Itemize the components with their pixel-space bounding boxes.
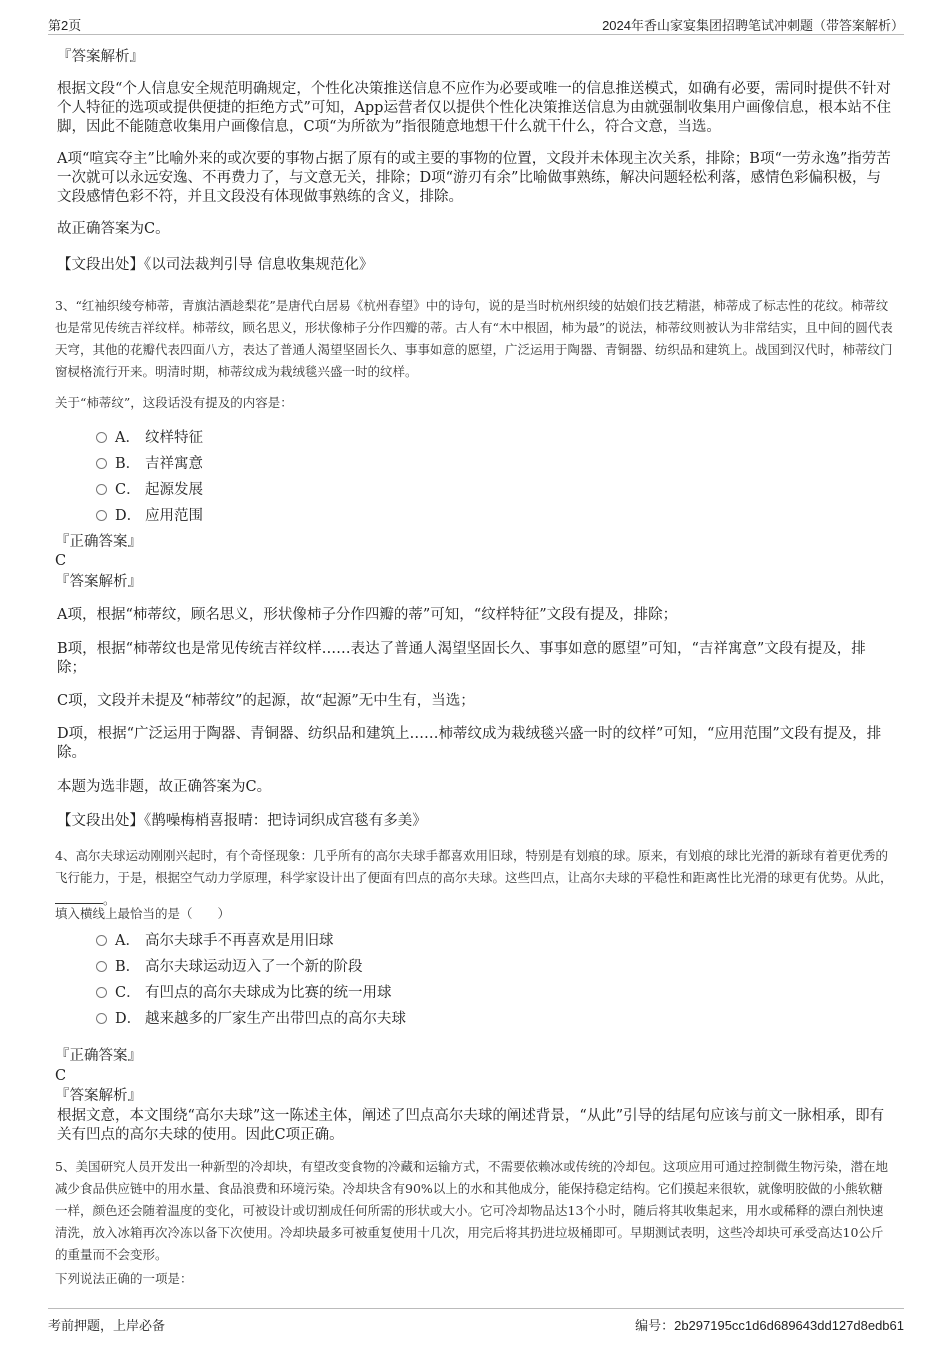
q2-analysis-p2: A项“喧宾夺主”比喻外来的或次要的事物占据了原有的或主要的事物的位置，文段并未体现主次关系，排除；B项“一劳永逸”指劳苦一次就可以永远安逸、不再费力了，与文意无关，排除；D项“游刃有余”比喻做事熟练，解决问题轻松利落，感情色彩偏积极，与文段感情色彩不符，并且文段没有体现做事熟练的含义，排除。 [57, 151, 891, 205]
radio-icon[interactable] [96, 432, 107, 443]
q4-stem: 4、高尔夫球运动刚刚兴起时，有个奇怪现象：几乎所有的高尔夫球手都喜欢用旧球，特别是有划痕的球。原来，有划痕的球比光滑的新球有着更优秀的飞行能力，于是，根据空气动力学原理，科学家设计出了便面有凹点的高尔夫球。这些凹点，让高尔夫球的平稳性和距离性比光滑的球更有优势。从此，。 [55, 848, 893, 907]
q4-option-c[interactable]: C． 有凹点的高尔夫球成为比赛的统一用球 [96, 981, 392, 1003]
q3-option-a[interactable]: A． 纹样特征 [96, 426, 203, 448]
q3-analysis-c: C项，文段并未提及“柿蒂纹”的起源，故“起源”无中生有，当选； [57, 693, 475, 709]
radio-icon[interactable] [96, 961, 107, 972]
q4-option-b[interactable]: B． 高尔夫球运动迈入了一个新的阶段 [96, 955, 363, 977]
q3-analysis-conclusion: 本题为选非题，故正确答案为C。 [57, 779, 272, 795]
q2-analysis-p1: 根据文段“个人信息安全规范明确规定，个性化决策推送信息不应作为必要或唯一的信息推送模式，如确有必要，需同时提供不针对个人特征的选项或提供便捷的拒绝方式”可知，App运营者仅以提供个性化决策推送信息为由就强制收集用户画像信息，根本站不住脚，因此不能随意收集用户画像信息，C项“为所欲为”指很随意地想干什么就干什么，符合文意，当选。 [57, 81, 891, 135]
footer-slogan: 考前押题，上岸必备 [48, 1318, 166, 1333]
radio-icon[interactable] [96, 987, 107, 998]
q4-correct-label: 『正确答案』 [55, 1048, 142, 1064]
radio-icon[interactable] [96, 935, 107, 946]
q3-option-c[interactable]: C． 起源发展 [96, 478, 203, 500]
q3-analysis-label: 『答案解析』 [55, 574, 142, 590]
q5-stem: 5、美国研究人员开发出一种新型的冷却块，有望改变食物的冷藏和运输方式，不需要依赖冰或传统的冷却包。这项应用可通过控制微生物污染，潜在地减少食品供应链中的用水量、食品浪费和环境污染。冷却块含有90%以上的水和其他成分，能保持稳定结构。它们摸起来很软，就像明胶做的小熊软糖一样，颜色还会随着温度的变化，可被设计或切割成任何所需的形状或大小。它可冷却物品达13个小时，随后将其收集起来，用水或稀释的漂白剂快速清洗，放入冰箱再次冷冻以备下次使用。冷却块最多可被重复使用十几次，用完后将其扔进垃圾桶即可。早期测试表明，这些冷却块可承受高达10公斤的重量而不会变形。 [55, 1159, 888, 1262]
q4-question: 填入横线上最恰当的是（ ） [55, 906, 231, 921]
document-title: 2024年香山家宴集团招聘笔试冲刺题（带答案解析） [602, 18, 904, 33]
q5-question: 下列说法正确的一项是： [55, 1271, 193, 1286]
q2-analysis-label: 『答案解析』 [57, 49, 144, 65]
q3-correct-answer: C [55, 553, 67, 569]
page-footer [48, 1308, 904, 1337]
q3-stem: 3、“红袖织绫夸柿蒂，青旗沽酒趁梨花”是唐代白居易《杭州春望》中的诗句，说的是当时杭州织绫的姑娘们技艺精湛，柿蒂成了标志性的花纹。柿蒂纹也是常见传统吉祥纹样。柿蒂纹，顾名思义，形状像柿子分作四瓣的蒂。古人有“木中根固，柿为最”的说法，柿蒂纹则被认为非常结实，且中间的圆代表天穹，其他的花瓣代表四面八方，表达了普通人渴望坚固长久、事事如意的愿望，广泛运用于陶器、青铜器、纺织品和建筑上。战国到汉代时，柿蒂纹门窗棂格流行开来。明清时期，柿蒂纹成为栽绒毯兴盛一时的纹样。 [55, 298, 893, 379]
radio-icon[interactable] [96, 1013, 107, 1024]
radio-icon[interactable] [96, 458, 107, 469]
q2-analysis-conclusion: 故正确答案为C。 [57, 221, 170, 237]
radio-icon[interactable] [96, 484, 107, 495]
q4-correct-answer: C [55, 1068, 67, 1084]
q3-analysis-b: B项，根据“柿蒂纹也是常见传统吉祥纹样……表达了普通人渴望坚固长久、事事如意的愿望”可知，“吉祥寓意”文段有提及，排除； [57, 641, 866, 676]
q4-option-d[interactable]: D． 越来越多的厂家生产出带凹点的高尔夫球 [96, 1007, 406, 1029]
page-number: 第2页 [48, 18, 82, 33]
q2-source: 【文段出处】《以司法裁判引导 信息收集规范化》 [57, 257, 374, 273]
q3-correct-label: 『正确答案』 [55, 534, 142, 550]
q3-option-d[interactable]: D． 应用范围 [96, 504, 203, 526]
page-header [48, 12, 904, 35]
q4-option-a[interactable]: A． 高尔夫球手不再喜欢是用旧球 [96, 929, 334, 951]
q3-analysis-d: D项，根据“广泛运用于陶器、青铜器、纺织品和建筑上……柿蒂纹成为栽绒毯兴盛一时的纹样”可知，“应用范围”文段有提及，排除。 [57, 726, 882, 761]
q4-analysis-label: 『答案解析』 [55, 1088, 142, 1104]
q3-option-b[interactable]: B． 吉祥寓意 [96, 452, 203, 474]
q3-question: 关于“柿蒂纹”，这段话没有提及的内容是： [55, 395, 293, 410]
q3-source: 【文段出处】《鹊噪梅梢喜报晴：把诗词织成宫毯有多美》 [57, 813, 427, 829]
document-code: 编号：2b297195cc1d6d689643dd127d8edb61 [635, 1318, 904, 1333]
q3-analysis-a: A项，根据“柿蒂纹，顾名思义，形状像柿子分作四瓣的蒂”可知，“纹样特征”文段有提及，排除； [57, 607, 678, 623]
radio-icon[interactable] [96, 510, 107, 521]
q4-analysis: 根据文意，本文围绕“高尔夫球”这一陈述主体，阐述了凹点高尔夫球的阐述背景，“从此”引导的结尾句应该与前文一脉相承，即有关有凹点的高尔夫球的使用。因此C项正确。 [57, 1108, 885, 1143]
